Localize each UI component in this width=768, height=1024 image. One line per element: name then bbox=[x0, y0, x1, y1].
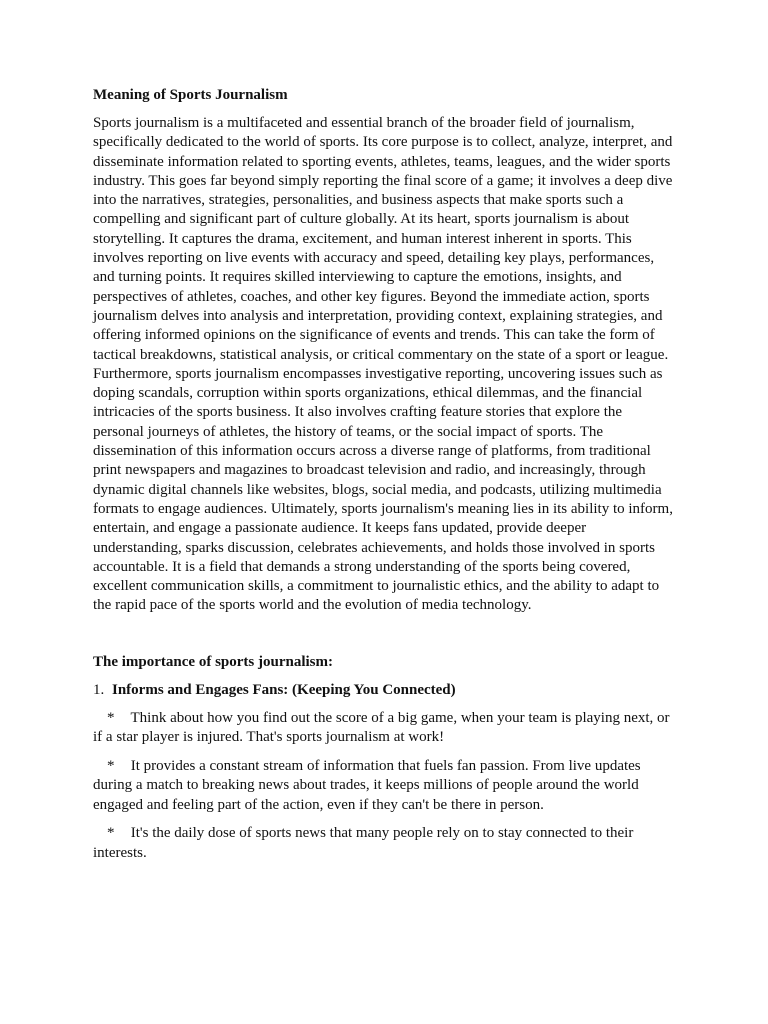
bullet-item-1 bbox=[93, 709, 675, 748]
document-heading: Meaning of Sports Journalism bbox=[93, 87, 288, 103]
bullet-text: It's the daily dose of sports news that many people rely on to stay connected to their interests. bbox=[93, 825, 634, 861]
bullet-text: It provides a constant stream of information that fuels fan passion. From live updates during a match to breaking news about trades, it keeps millions of people around the world engaged and feeling part of the action, even if they can't be there in person. bbox=[93, 757, 641, 813]
bullet-item-3 bbox=[93, 824, 675, 863]
importance-heading: The importance of sports journalism: bbox=[93, 653, 333, 670]
item-number: 1. bbox=[93, 681, 105, 698]
meaning-paragraph: Sports journalism is a multifaceted and essential branch of the broader field of journalism, specifically dedicated to the world of sports. Its core purpose is to collect, analyze, interpret, and disseminate information related to sporting events, athletes, teams, leagues, and the wider sports industry. This goes far beyond simply reporting the final score of a game; it involves a deep dive into the narratives, strategies, personalities, and business aspects that make sports such a compelling and significant part of culture globally. At its heart, sports journalism is about storytelling. It captures the drama, excitement, and human interest inherent in sports. This involves reporting on live events with accuracy and speed, detailing key plays, performances, and turning points. It requires skilled interviewing to capture the emotions, insights, and perspectives of athletes, coaches, and other key figures. Beyond the immediate action, sports journalism delves into analysis and interpretation, providing context, explaining strategies, and offering informed opinions on the significance of events and trends. This can take the form of tactical breakdowns, statistical analysis, or critical commentary on the state of a sport or league. Furthermore, sports journalism encompasses investigative reporting, uncovering issues such as doping scandals, corruption within sports organizations, ethical dilemmas, and the financial intricacies of the sports business. It also involves crafting feature stories that explore the personal journeys of athletes, the history of teams, or the social impact of sports. The dissemination of this information occurs across a diverse range of platforms, from traditional print newspapers and magazines to broadcast television and radio, and increasingly, through dynamic digital channels like websites, blogs, social media, and podcasts, utilizing multimedia formats to engage audiences. Ultimately, sports journalism's meaning lies in its ability to inform, entertain, and engage a passionate audience. It keeps fans updated, provide deeper understanding, sparks discussion, celebrates achievements, and holds those involved in sports accountable. It is a field that demands a strong understanding of the sports being covered, excellent communication skills, a commitment to journalistic ethics, and the ability to adapt to the rapid pace of the sports world and the evolution of media technology. bbox=[93, 115, 673, 614]
bullet-marker: * bbox=[107, 825, 115, 842]
item-title: Informs and Engages Fans: (Keeping You Connected) bbox=[112, 681, 456, 698]
numbered-item-1 bbox=[93, 681, 675, 700]
bullet-item-2 bbox=[93, 757, 675, 816]
bullet-text: Think about how you find out the score of a big game, when your team is playing next, or if a star player is injured. That's sports journalism at work! bbox=[93, 709, 670, 746]
section-spacer bbox=[93, 616, 675, 653]
bullet-marker: * bbox=[107, 709, 115, 726]
bullet-marker: * bbox=[107, 757, 115, 774]
